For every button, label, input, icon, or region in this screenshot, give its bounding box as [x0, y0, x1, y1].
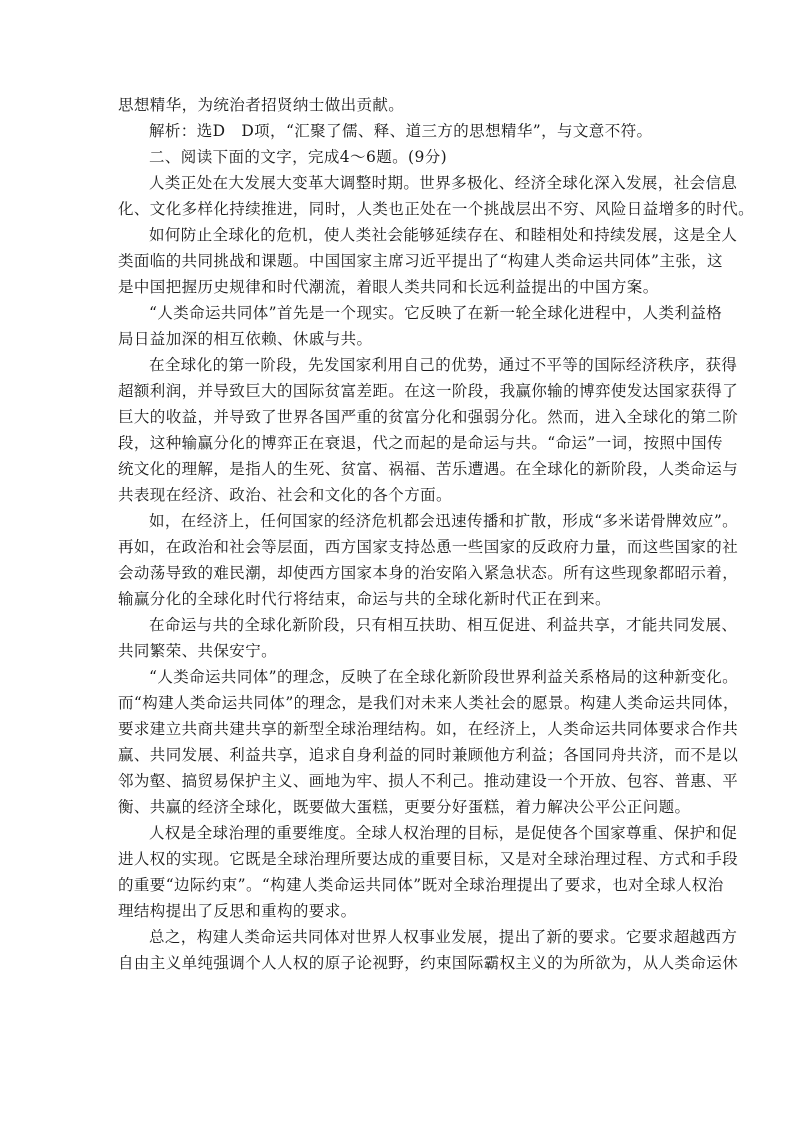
text-line: 而“构建人类命运共同体”的理念，是我们对未来人类社会的愿景。构建人类命运共同体，: [118, 694, 739, 712]
paragraph-9: [118, 924, 739, 976]
text-line: 自由主义单纯强调个人人权的原子论视野，约束国际霸权主义的为所欲为，从人类命运休: [118, 954, 739, 972]
text-line: 总之，构建人类命运共同体对世界人权事业发展，提出了新的要求。它要求超越西方: [149, 928, 738, 946]
paragraph-7: [118, 664, 739, 820]
text-line: 化、文化多样化持续推进，同时，人类也正处在一个挑战层出不穷、风险日益增多的时代。: [118, 200, 755, 218]
text-line: 是中国把握历史规律和时代潮流，着眼人类共同和长远利益提出的中国方案。: [118, 278, 659, 296]
document-page: [118, 92, 755, 976]
paragraph-1: [118, 170, 755, 222]
answer-explanation: [118, 118, 680, 144]
text-line: 巨大的收益，并导致了世界各国严重的贫富分化和强弱分化。然而，进入全球化的第二阶: [118, 408, 739, 426]
text-line: 在全球化的第一阶段，先发国家利用自己的优势，通过不平等的国际经济秩序，获得: [149, 356, 738, 374]
text-line: 类面临的共同挑战和课题。中国国家主席习近平提出了“构建人类命运共同体”主张，这: [118, 252, 723, 270]
paragraph-4: [118, 352, 739, 508]
text-line: 统文化的理解，是指人的生死、贫富、祸福、苦乐遭遇。在全球化的新阶段，人类命运与: [118, 460, 739, 478]
prev-paragraph-tail: [118, 92, 680, 118]
paragraph-6: [118, 612, 738, 664]
text-line: 再如，在政治和社会等层面，西方国家支持怂恿一些国家的反政府力量，而这些国家的社: [118, 538, 739, 556]
text-line: 局日益加深的相互依赖、休戚与共。: [118, 330, 373, 348]
text-line: 的重要“边际约束”。“构建人类命运共同体”既对全球治理提出了要求，也对全球人权治: [118, 876, 724, 894]
text-line: 如何防止全球化的危机，使人类社会能够延续存在、和睦相处和持续发展，这是全人: [149, 226, 738, 244]
text-line: 段，这种输赢分化的博弈正在衰退，代之而起的是命运与共。“命运”一词，按照中国传: [118, 434, 723, 452]
text-line: 人类正处在大发展大变革大调整时期。世界多极化、经济全球化深入发展，社会信息: [149, 174, 738, 192]
text-line: 输赢分化的全球化时代行将结束，命运与共的全球化新时代正在到来。: [118, 590, 611, 608]
text-line: 邻为壑、搞贸易保护主义、画地为牢、损人不利己。推动建设一个开放、包容、普惠、平: [118, 772, 739, 790]
text-line: 超额利润，并导致巨大的国际贫富差距。在这一阶段，我赢你输的博弈使发达国家获得了: [118, 382, 739, 400]
text-line: 理结构提出了反思和重构的要求。: [118, 902, 357, 920]
text-line: 衡、共赢的经济全球化，既要做大蛋糕，更要分好蛋糕，着力解决公平公正问题。: [118, 798, 691, 816]
section-heading: [118, 144, 680, 170]
text-line: 共表现在经济、政治、社会和文化的各个方面。: [118, 486, 452, 504]
text-line: 进人权的实现。它既是全球治理所要达成的重要目标，又是对全球治理过程、方式和手段: [118, 850, 739, 868]
text-line: 要求建立共商共建共享的新型全球治理结构。如，在经济上，人类命运共同体要求合作共: [118, 720, 739, 738]
paragraph-3: [118, 300, 723, 352]
text-line: “人类命运共同体”的理念，反映了在全球化新阶段世界利益关系格局的这种新变化。: [149, 668, 739, 686]
text-line: 二、阅读下面的文字，完成4～6题。(9分): [149, 148, 448, 166]
text-line: 人权是全球治理的重要维度。全球人权治理的目标，是促使各个国家尊重、保护和促: [149, 824, 738, 842]
paragraph-8: [118, 820, 739, 924]
paragraph-5: [118, 508, 739, 612]
text-line: 赢、共同发展、利益共享，追求自身利益的同时兼顾他方利益；各国同舟共济，而不是以: [118, 746, 739, 764]
paragraph-2: [118, 222, 738, 300]
text-line: “人类命运共同体”首先是一个现实。它反映了在新一轮全球化进程中，人类利益格: [149, 304, 723, 322]
text-line: 思想精华，为统治者招贤纳士做出贡献。: [118, 96, 405, 114]
text-line: 会动荡导致的难民潮，却使西方国家本身的治安陷入紧急状态。所有这些现象都昭示着，: [118, 564, 739, 582]
text-line: 在命运与共的全球化新阶段，只有相互扶助、相互促进、利益共享，才能共同发展、: [149, 616, 738, 634]
text-line: 如，在经济上，任何国家的经济危机都会迅速传播和扩散，形成“多米诺骨牌效应”。: [149, 512, 739, 530]
text-line: 共同繁荣、共保安宁。: [118, 642, 278, 660]
text-line: 解析：选D D项，“汇聚了儒、释、道三方的思想精华”，与文意不符。: [149, 122, 653, 140]
